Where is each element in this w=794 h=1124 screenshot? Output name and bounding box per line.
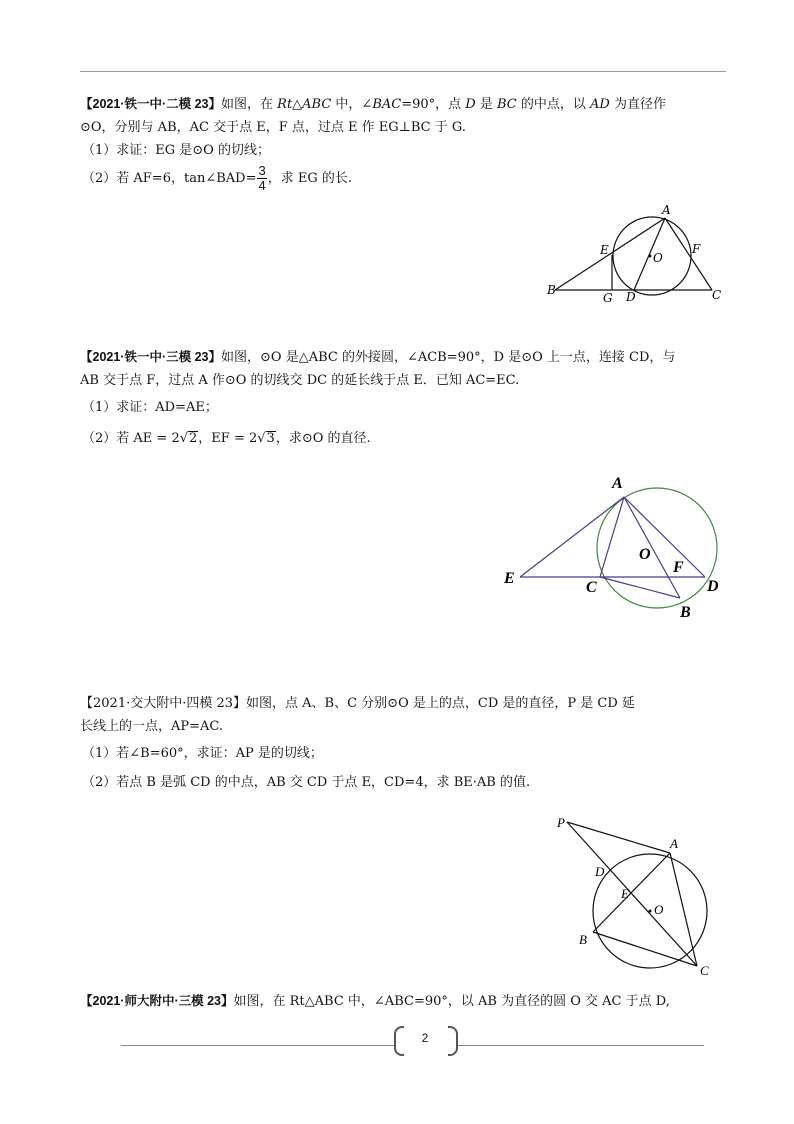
label-p: P — [557, 815, 565, 830]
label-f: F — [692, 242, 701, 256]
point-o — [649, 255, 652, 258]
text: ，求 EG 的长. — [267, 171, 352, 186]
segment-ac — [665, 218, 712, 290]
problem-1-source: 【2021·铁一中·二模 23】 — [80, 97, 222, 111]
header-rule — [80, 71, 726, 72]
page-footer — [0, 1024, 794, 1058]
label-a: A — [662, 203, 671, 217]
problem-3-source: 【2021·交大附中·四模 23】 — [80, 696, 247, 711]
text: Rt△ABC — [277, 97, 332, 112]
problem-3-figure — [548, 808, 728, 988]
page-number: 2 — [421, 1031, 429, 1045]
sqrt-sign: √ — [257, 431, 266, 446]
problem-1-line-2: ⊙O，分别与 AB，AC 交于点 E，F 点，过点 E 作 EG⊥BC 于 G. — [80, 120, 466, 135]
label-c: C — [712, 288, 722, 302]
label-c: C — [700, 963, 709, 978]
label-d: D — [707, 578, 719, 595]
problem-3-line-2: 长线上的一点，AP=AC. — [80, 719, 224, 734]
text: （2）若 AE = 2 — [82, 431, 180, 446]
sqrt-radicand: 2 — [189, 431, 198, 446]
footer-rule-right — [458, 1045, 704, 1046]
text: 如图，⊙O 是△ABC 的外接圆，∠ACB=90°，D 是⊙O 上一点，连接 CD，与 — [221, 350, 676, 365]
label-a: A — [670, 836, 678, 851]
circle-o — [613, 217, 691, 295]
problem-2-line-2: AB 交于点 F，过点 A 作⊙O 的切线交 DC 的延长线于点 E．已知 AC=EC. — [80, 373, 520, 388]
problem-1-question-1: （1）求证：EG 是⊙O 的切线； — [82, 143, 270, 158]
segment-pa — [567, 822, 670, 853]
fraction-numerator: 3 — [258, 163, 266, 178]
problem-4-line-1 — [80, 990, 728, 1013]
footer-bracket-left — [394, 1026, 404, 1056]
problem-1-figure — [540, 198, 730, 308]
text: =90°，点 — [401, 97, 466, 112]
problem-2 — [80, 346, 728, 450]
sqrt-radicand: 3 — [266, 431, 275, 446]
segment-ea — [520, 497, 624, 577]
problem-3 — [80, 692, 728, 794]
footer-bracket-right — [448, 1026, 458, 1056]
fraction — [257, 164, 266, 193]
problem-3-question-2: （2）若点 B 是弧 CD 的中点，AB 交 CD 于点 E，CD=4，求 BE·AB 的值. — [82, 775, 531, 790]
problem-2-question-1: （1）求证：AD=AE； — [82, 400, 218, 415]
text: D — [465, 97, 476, 112]
label-b: B — [579, 932, 587, 947]
point-o — [649, 910, 652, 913]
text: 中，∠ — [331, 97, 373, 112]
text: 如图，点 A、B、C 分别⊙O 是上的点，CD 是的直径，P 是 CD 延 — [246, 696, 635, 711]
text: AD — [590, 97, 610, 112]
label-f: F — [673, 559, 684, 576]
text: 如图，在 — [221, 97, 278, 112]
text: BC — [497, 97, 517, 112]
label-d: D — [626, 290, 636, 304]
segment-ab — [624, 497, 680, 598]
problem-1-line-1 — [80, 93, 728, 116]
label-e: E — [600, 243, 609, 257]
text: 为直径作 — [609, 97, 666, 112]
label-o: O — [653, 251, 663, 265]
segment-ab — [555, 218, 665, 290]
text: 的中点，以 — [516, 97, 591, 112]
problem-3-question-1: （1）若∠B=60°，求证：AP 是的切线； — [82, 746, 323, 761]
circle-o — [597, 488, 717, 608]
problem-2-figure — [500, 470, 730, 622]
label-g: G — [603, 291, 613, 305]
label-d: D — [595, 864, 605, 879]
text: ，求⊙O 的直径. — [275, 431, 371, 446]
label-c: C — [586, 579, 597, 596]
label-e: E — [504, 570, 515, 587]
text: ，EF = 2 — [198, 431, 258, 446]
text: 是 — [475, 97, 497, 112]
segment-ad — [624, 497, 705, 577]
label-e: E — [621, 886, 629, 901]
text: BAC — [372, 97, 402, 112]
label-b: B — [680, 604, 691, 621]
segment-ab — [593, 853, 670, 932]
label-b: B — [547, 283, 556, 297]
problem-1-question-2 — [80, 164, 728, 193]
footer-rule-left — [121, 1045, 394, 1046]
problem-2-line-1 — [80, 346, 728, 369]
label-a: A — [612, 475, 623, 492]
label-o: O — [639, 546, 651, 563]
fraction-denominator: 4 — [258, 178, 266, 193]
segment-ac — [670, 853, 697, 966]
sqrt-sign: √ — [179, 431, 189, 446]
problem-1 — [80, 93, 728, 193]
text: 如图，在 Rt△ABC 中，∠ABC=90°，以 AB 为直径的圆 O 交 AC 于点 D, — [233, 994, 670, 1009]
problem-2-source: 【2021·铁一中·三模 23】 — [80, 350, 222, 364]
problem-4-source: 【2021·师大附中·三模 23】 — [80, 994, 234, 1008]
label-o: O — [654, 902, 664, 917]
problem-2-question-2 — [80, 427, 728, 450]
problem-3-line-1 — [80, 692, 728, 715]
problem-4 — [80, 990, 728, 1013]
text: （2）若 AF=6，tan∠BAD= — [82, 171, 257, 186]
